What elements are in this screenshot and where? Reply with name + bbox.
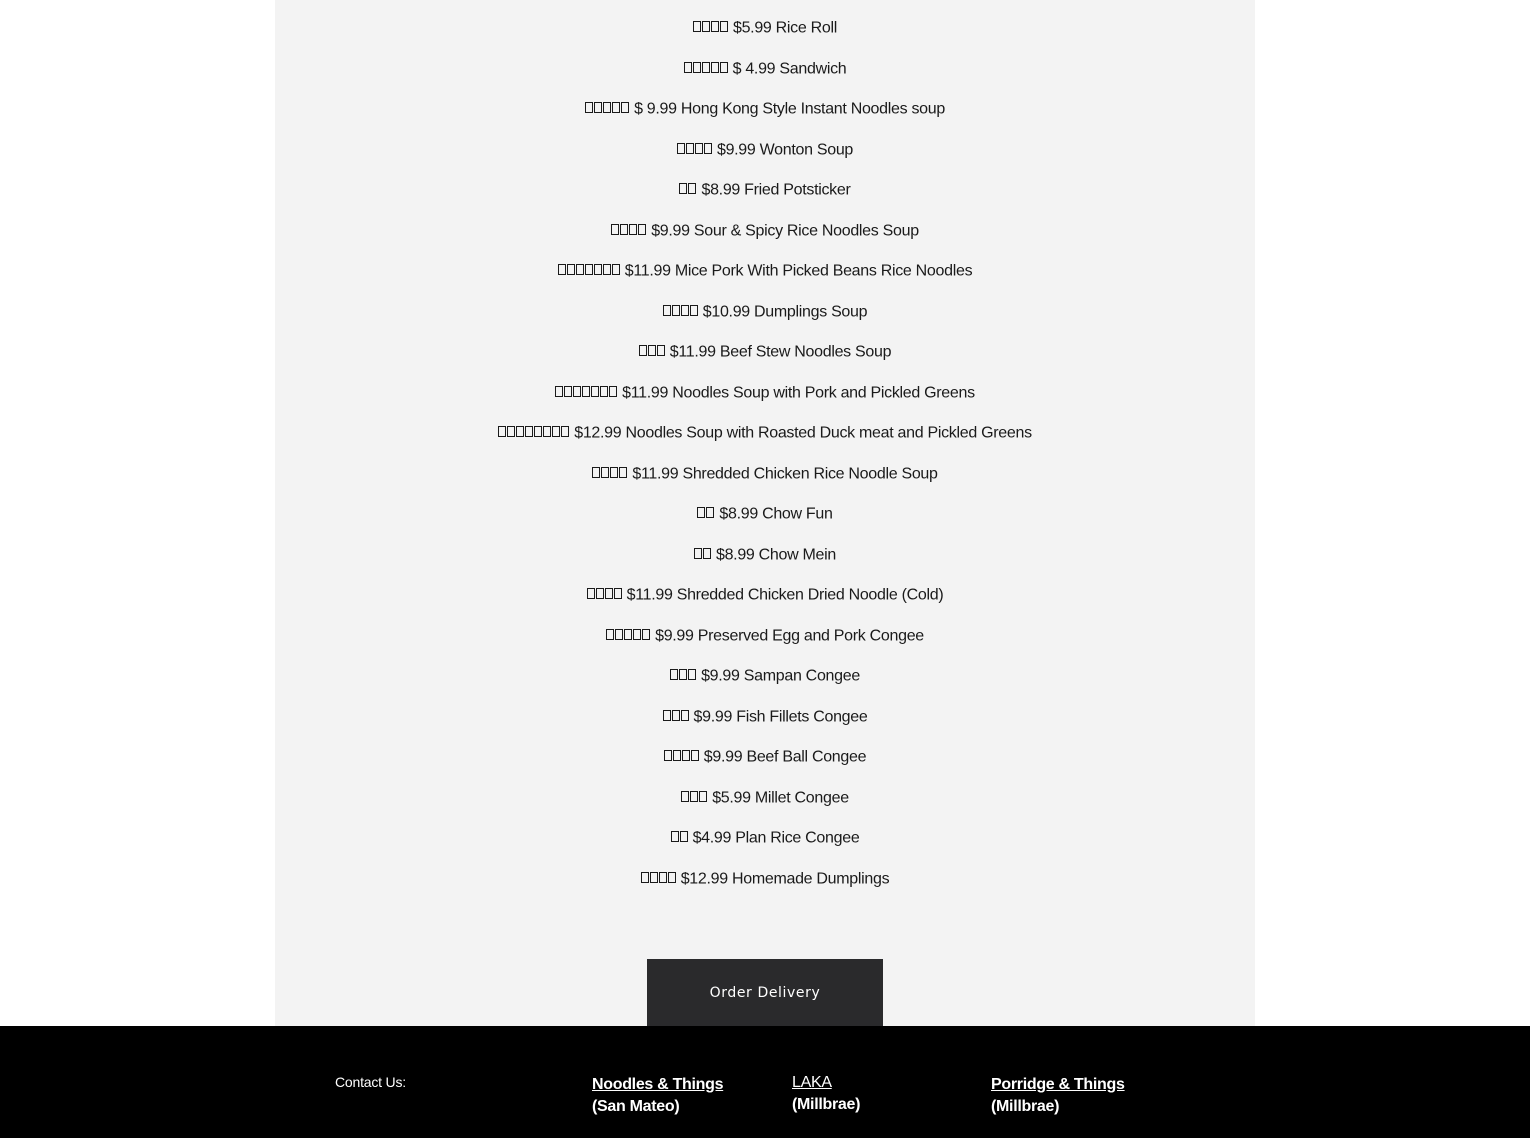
menu-item-text: $9.99 Beef Ball Congee (703, 748, 867, 766)
location-noodles-and-things (592, 1074, 723, 1118)
missing-glyph-box-icon (670, 655, 697, 696)
menu-item (275, 332, 1255, 373)
menu-item-text: $4.99 Plan Rice Congee (692, 829, 860, 847)
menu-item-text: $12.99 Noodles Soup with Roasted Duck meat and Pickled Greens (574, 424, 1032, 442)
missing-glyph-box-icon (585, 88, 630, 129)
missing-glyph-box-icon (693, 7, 729, 48)
location-link-laka[interactable]: LAKA (792, 1074, 832, 1091)
location-city: (Millbrae) (991, 1098, 1060, 1115)
menu-item-text: $11.99 Shredded Chicken Rice Noodle Soup (632, 464, 938, 482)
missing-glyph-box-icon (679, 169, 697, 210)
menu-item (275, 8, 1255, 49)
missing-glyph-box-icon (694, 534, 712, 575)
menu-item-text: $9.99 Wonton Soup (716, 140, 854, 158)
menu-item-text: $8.99 Fried Potsticker (701, 181, 851, 199)
menu-item (275, 737, 1255, 778)
menu-item-text: $9.99 Preserved Egg and Pork Congee (655, 626, 924, 644)
missing-glyph-box-icon (555, 372, 618, 413)
location-laka (792, 1072, 860, 1116)
menu-item (275, 251, 1255, 292)
menu-item (275, 49, 1255, 90)
location-city: (Millbrae) (792, 1096, 861, 1113)
missing-glyph-box-icon (663, 291, 699, 332)
menu-item-text: $9.99 Sour & Spicy Rice Noodles Soup (651, 221, 919, 239)
menu-item-text: $9.99 Sampan Congee (701, 667, 860, 685)
menu-item-text: $11.99 Beef Stew Noodles Soup (669, 343, 892, 361)
missing-glyph-box-icon (558, 250, 621, 291)
missing-glyph-box-icon (592, 453, 628, 494)
location-link-porridge-and-things[interactable]: Porridge & Things (991, 1076, 1125, 1093)
menu-item (275, 170, 1255, 211)
missing-glyph-box-icon (671, 817, 689, 858)
missing-glyph-box-icon (684, 48, 729, 89)
menu-list (275, 8, 1255, 899)
menu-panel (275, 0, 1255, 1026)
missing-glyph-box-icon (611, 210, 647, 251)
menu-item (275, 859, 1255, 900)
missing-glyph-box-icon (641, 858, 677, 899)
menu-item (275, 413, 1255, 454)
location-city: (San Mateo) (592, 1098, 680, 1115)
menu-item-text: $10.99 Dumplings Soup (702, 302, 868, 320)
footer (0, 1026, 1530, 1138)
menu-item (275, 818, 1255, 859)
menu-item (275, 89, 1255, 130)
menu-item-text: $8.99 Chow Fun (719, 505, 833, 523)
menu-item-text: $11.99 Noodles Soup with Pork and Pickled Greens (622, 383, 975, 401)
location-link-noodles-and-things[interactable]: Noodles & Things (592, 1076, 724, 1093)
missing-glyph-box-icon (606, 615, 651, 656)
menu-item (275, 778, 1255, 819)
menu-item (275, 494, 1255, 535)
missing-glyph-box-icon (681, 777, 708, 818)
menu-item-text: $11.99 Shredded Chicken Dried Noodle (Cold) (626, 586, 944, 604)
missing-glyph-box-icon (498, 412, 570, 453)
menu-item-text: $8.99 Chow Mein (715, 545, 837, 563)
menu-item-text: $9.99 Fish Fillets Congee (693, 707, 868, 725)
menu-item (275, 656, 1255, 697)
menu-item (275, 575, 1255, 616)
location-porridge-and-things (991, 1074, 1125, 1118)
missing-glyph-box-icon (587, 574, 623, 615)
missing-glyph-box-icon (663, 696, 690, 737)
menu-item-text: $ 4.99 Sandwich (732, 59, 847, 77)
menu-item (275, 373, 1255, 414)
menu-item (275, 535, 1255, 576)
missing-glyph-box-icon (697, 493, 715, 534)
menu-item-text: $12.99 Homemade Dumplings (680, 869, 890, 887)
menu-item (275, 292, 1255, 333)
menu-item (275, 616, 1255, 657)
menu-item (275, 697, 1255, 738)
missing-glyph-box-icon (677, 129, 713, 170)
missing-glyph-box-icon (639, 331, 666, 372)
order-delivery-button[interactable]: Order Delivery (647, 959, 883, 1026)
menu-item (275, 130, 1255, 171)
menu-item-text: $11.99 Mice Pork With Picked Beans Rice Noodles (624, 262, 973, 280)
menu-item-text: $5.99 Rice Roll (732, 19, 837, 37)
missing-glyph-box-icon (664, 736, 700, 777)
menu-item-text: $ 9.99 Hong Kong Style Instant Noodles soup (634, 100, 945, 118)
menu-item (275, 454, 1255, 495)
menu-item-text: $5.99 Millet Congee (712, 788, 849, 806)
contact-us-label: Contact Us: (335, 1074, 406, 1090)
menu-item (275, 211, 1255, 252)
